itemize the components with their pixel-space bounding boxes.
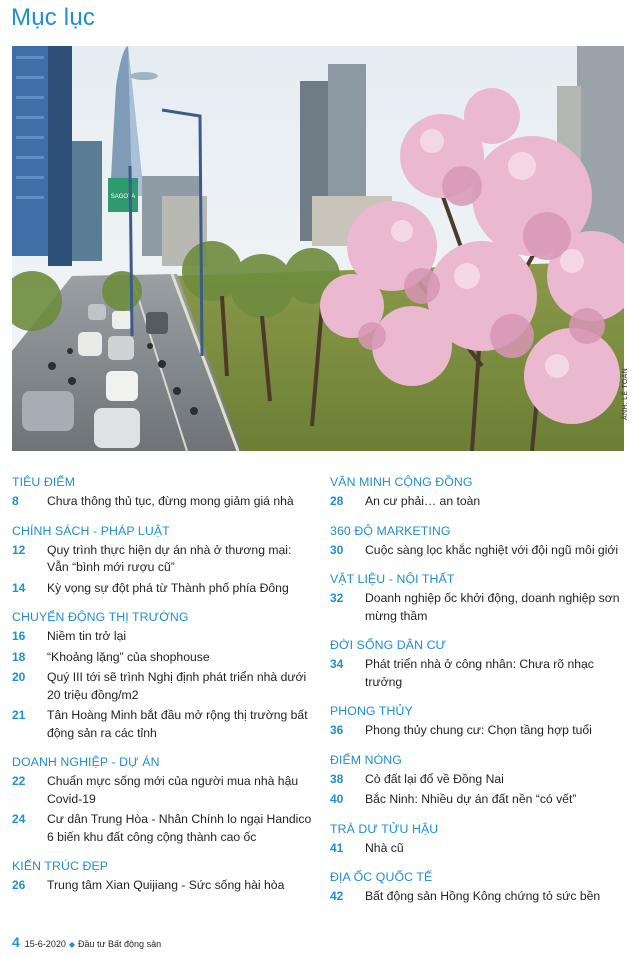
photo-sign-text: SAGOTA bbox=[110, 194, 136, 200]
toc-section bbox=[12, 524, 312, 598]
toc-entry[interactable] bbox=[12, 669, 312, 704]
page-number: 38 bbox=[330, 771, 344, 786]
entry-title: Chưa thông thủ tục, đừng mong giảm giá nhà bbox=[47, 494, 294, 508]
section-title: CHUYỂN ĐỘNG THỊ TRƯỜNG bbox=[12, 610, 189, 624]
page-number: 42 bbox=[330, 889, 344, 903]
section-title: TIÊU ĐIỂM bbox=[12, 475, 76, 489]
entry-title: Kỳ vọng sự đột phá từ Thành phố phía Đông bbox=[47, 580, 289, 595]
toc-entry[interactable] bbox=[330, 888, 620, 906]
section-title: CHÍNH SÁCH - PHÁP LUẬT bbox=[12, 523, 170, 538]
page-number: 30 bbox=[330, 542, 344, 557]
toc-entry[interactable] bbox=[330, 656, 620, 691]
entry-title: Bắc Ninh: Nhiều dự án đất nền “có vết” bbox=[365, 792, 577, 806]
page-number: 41 bbox=[330, 840, 344, 855]
section-title: KIẾN TRÚC ĐẸP bbox=[12, 859, 109, 873]
page-number: 8 bbox=[12, 494, 19, 508]
toc-entry[interactable] bbox=[330, 722, 620, 740]
entry-title: Trung tâm Xian Quijiang - Sức sống hài hòa bbox=[47, 878, 285, 892]
toc-section bbox=[12, 859, 312, 895]
photo-credit: ẢNH: LÊ TOÀN bbox=[622, 368, 629, 420]
section-title: TRÀ DƯ TỬU HẬU bbox=[330, 821, 439, 836]
toc-section bbox=[330, 704, 620, 740]
page-number: 16 bbox=[12, 629, 26, 643]
toc-entry[interactable] bbox=[330, 840, 620, 858]
toc-entry[interactable] bbox=[330, 791, 620, 809]
cover-photo bbox=[12, 46, 624, 451]
toc-section bbox=[12, 475, 312, 511]
toc-entry[interactable] bbox=[12, 542, 312, 577]
entry-title: Tân Hoàng Minh bắt đầu mở rộng thị trường bất động sản ra các tỉnh bbox=[47, 708, 308, 740]
toc-entry[interactable] bbox=[12, 811, 312, 846]
section-title: VẬT LIỆU - NỘI THẤT bbox=[330, 572, 455, 586]
entry-title: Phát triển nhà ở công nhân: Chưa rõ nhạc trưởng bbox=[365, 657, 594, 689]
footer-page-number: 4 bbox=[12, 934, 20, 950]
entry-title: Quý III tới sẽ trình Nghị định phát triển nhà dưới 20 triệu đồng/m2 bbox=[47, 670, 307, 702]
page-number: 12 bbox=[12, 542, 26, 557]
section-title: DOANH NGHIỆP - DỰ ÁN bbox=[12, 755, 160, 769]
footer-date: 15-6-2020 bbox=[24, 939, 66, 949]
toc-entry[interactable] bbox=[12, 628, 312, 646]
page-number: 26 bbox=[12, 878, 26, 892]
entry-title: Cư dân Trung Hòa - Nhân Chính lo ngại Handico 6 biến khu đất công cộng thành cao ốc bbox=[47, 812, 312, 844]
entry-title: Quy trình thực hiện dự án nhà ở thương mại: Vẫn “bình mới rượu cũ” bbox=[47, 542, 292, 574]
toc-entry[interactable] bbox=[330, 771, 620, 789]
page-title: Mục lục bbox=[11, 4, 96, 31]
entry-title: An cư phải… an toàn bbox=[365, 494, 481, 508]
toc-right-column bbox=[330, 475, 620, 919]
page-number: 32 bbox=[330, 591, 344, 605]
section-title: VĂN MINH CỘNG ĐỒNG bbox=[330, 475, 473, 489]
entry-title: Bất động sản Hồng Kông chứng tỏ sức bền bbox=[365, 889, 601, 903]
section-title: PHONG THỦY bbox=[330, 704, 413, 718]
entry-title: Chuẩn mực sống mới của người mua nhà hậu Covid-19 bbox=[47, 774, 299, 806]
section-title: ĐỜI SỐNG DÂN CƯ bbox=[330, 638, 447, 652]
page-number: 28 bbox=[330, 494, 344, 508]
toc-section bbox=[12, 755, 312, 846]
page-number: 14 bbox=[12, 580, 26, 595]
toc-entry[interactable] bbox=[12, 649, 312, 667]
page-number: 40 bbox=[330, 792, 344, 806]
page-number: 22 bbox=[12, 774, 26, 788]
toc-entry[interactable] bbox=[12, 877, 312, 895]
toc-entry[interactable] bbox=[330, 590, 620, 625]
toc-entry[interactable] bbox=[330, 542, 620, 560]
page-number: 20 bbox=[12, 670, 26, 684]
page-number: 21 bbox=[12, 708, 26, 722]
page-number: 34 bbox=[330, 657, 344, 671]
entry-title: Doanh nghiệp ốc khởi động, doanh nghiệp sơn mừng thầm bbox=[365, 591, 620, 623]
toc-section bbox=[330, 572, 620, 625]
page-number: 36 bbox=[330, 723, 344, 737]
diamond-icon: ◆ bbox=[68, 940, 75, 949]
entry-title: “Khoảng lặng” của shophouse bbox=[47, 649, 210, 664]
toc-entry[interactable] bbox=[12, 580, 312, 598]
toc-entry[interactable] bbox=[12, 493, 312, 511]
toc-section bbox=[330, 524, 620, 560]
toc-section bbox=[330, 870, 620, 906]
toc-section bbox=[12, 610, 312, 742]
toc-entry[interactable] bbox=[330, 493, 620, 511]
entry-title: Phong thủy chung cư: Chọn tầng hợp tuổi bbox=[365, 723, 592, 737]
toc-section bbox=[330, 475, 620, 511]
toc-section bbox=[330, 753, 620, 809]
page-number: 24 bbox=[12, 812, 26, 826]
toc-left-column bbox=[12, 475, 312, 908]
entry-title: Nhà cũ bbox=[365, 840, 404, 855]
page-footer bbox=[12, 934, 161, 950]
toc-section bbox=[330, 638, 620, 691]
section-title: ĐỊA ỐC QUỐC TẾ bbox=[330, 870, 433, 884]
toc-section bbox=[330, 822, 620, 858]
toc-entry[interactable] bbox=[12, 707, 312, 742]
section-title: 360 ĐỘ MARKETING bbox=[330, 523, 451, 538]
entry-title: Cuộc sàng lọc khắc nghiệt với đội ngũ môi giới bbox=[365, 542, 619, 557]
footer-publication: Đầu tư Bất động sản bbox=[78, 939, 162, 949]
entry-title: Niềm tin trở lại bbox=[47, 629, 127, 643]
entry-title: Cò đất lại đổ về Đồng Nai bbox=[365, 771, 504, 786]
toc-entry[interactable] bbox=[12, 773, 312, 808]
section-title: ĐIỂM NÓNG bbox=[330, 752, 402, 767]
page-number: 18 bbox=[12, 649, 26, 664]
